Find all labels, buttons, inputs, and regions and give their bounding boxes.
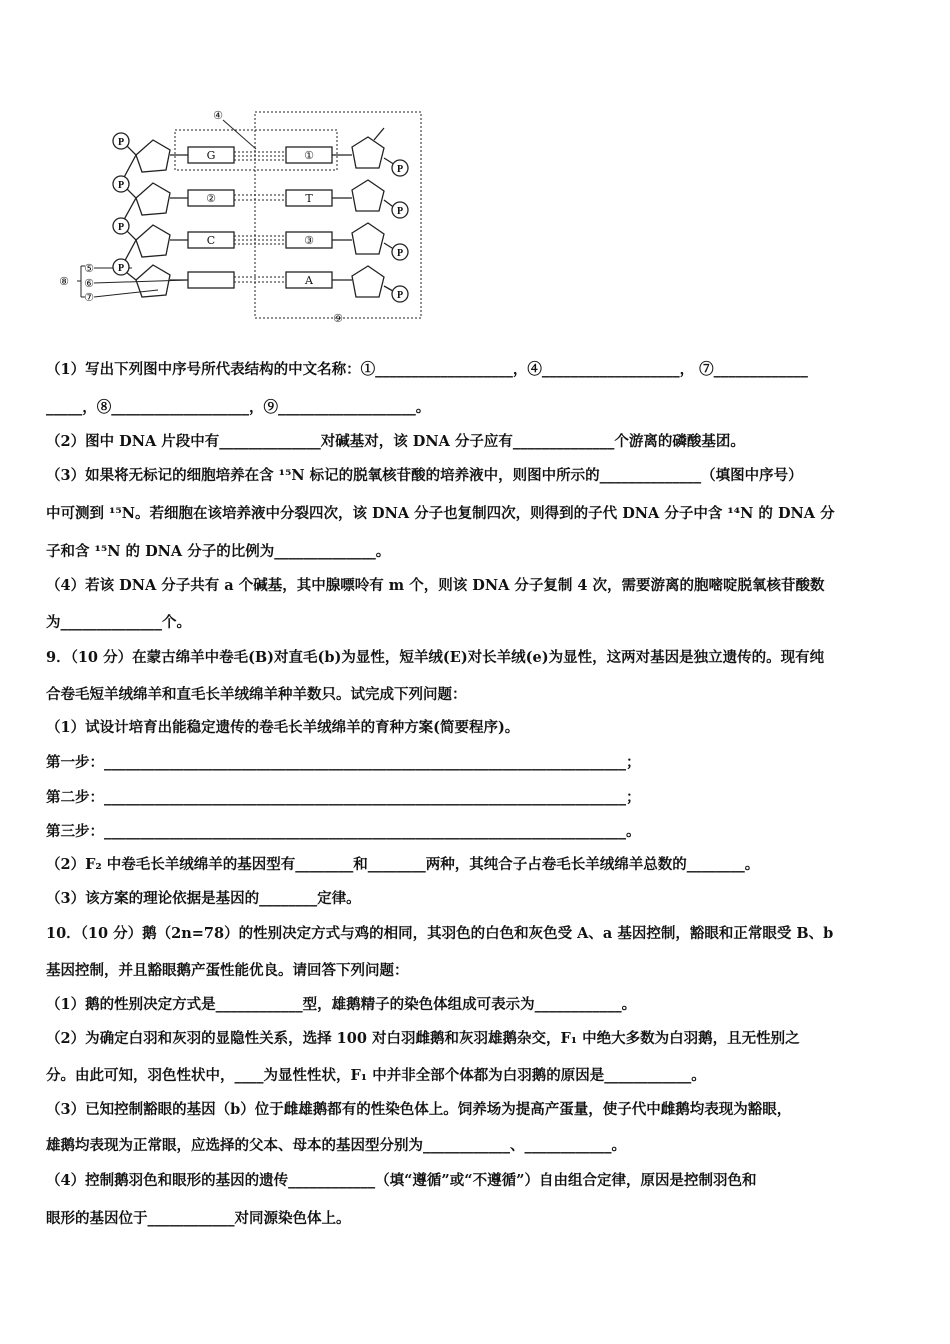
marker-5: ⑤ (84, 262, 94, 275)
phosphate-label: P (396, 248, 404, 259)
q10-4-line1: （4）控制鹅羽色和眼形的基因的遗传____________（填“遵循”或“不遵循”）自由组合定律，原因是控制羽色和 (46, 1172, 757, 1189)
q10-3-line2: 雄鹅均表现为正常眼，应选择的父本、母本的基因型分别为____________、____________。 (46, 1137, 626, 1154)
q8-4-line2: 为______________个。 (46, 614, 191, 631)
marker-4: ④ (213, 109, 223, 122)
q10-2-line2: 分。由此可知，羽色性状中，____为显性性状，F₁ 中并非全部个体都为白羽鹅的原因是____________。 (46, 1067, 706, 1084)
marker-9: ⑨ (333, 312, 343, 325)
q9-1-line: （1）试设计培育出能稳定遗传的卷毛长羊绒绵羊的育种方案(简要程序)。 (46, 719, 520, 736)
q10-4-line2: 眼形的基因位于____________对同源染色体上。 (46, 1210, 351, 1227)
q9-step3-line: 第三步：________________________________________________________________________。 (46, 823, 641, 840)
q10-stem-line1: 10．（10 分）鹅（2n=78）的性别决定方式与鸡的相同，其羽色的白色和灰色受 A、a 基因控制，豁眼和正常眼受 B、b (46, 925, 834, 942)
phosphate-label: P (396, 290, 404, 301)
q9-3-line: （3）该方案的理论依据是基因的________定律。 (46, 890, 361, 907)
q9-stem-line2: 合卷毛短羊绒绵羊和直毛长羊绒绵羊种羊数只。试完成下列问题： (46, 686, 467, 703)
left-base: C (206, 234, 216, 247)
marker-6: ⑥ (84, 277, 94, 290)
q9-stem-line1: 9．（10 分）在蒙古绵羊中卷毛(B)对直毛(b)为显性，短羊绒(E)对长羊绒(e)为显性，这两对基因是独立遗传的。现有纯 (46, 649, 825, 666)
q10-2-line1: （2）为确定白羽和灰羽的显隐性关系，选择 100 对白羽雌鹅和灰羽雄鹅杂交，F₁ 中绝大多数为白羽鹅，且无性别之 (46, 1030, 800, 1047)
right-base: T (305, 192, 313, 205)
dna-diagram (48, 100, 428, 332)
q9-2-line: （2）F₂ 中卷毛长羊绒绵羊的基因型有________和________两种，其纯合子占卷毛长羊绒绵羊总数的________。 (46, 856, 760, 873)
q8-3-line2: 中可测到 ¹⁵N。若细胞在该培养液中分裂四次，该 DNA 分子也复制四次，则得到的子代 DNA 分子中含 ¹⁴N 的 DNA 分 (46, 505, 835, 522)
left-base: ② (206, 192, 216, 205)
q9-step2-line: 第二步：________________________________________________________________________； (46, 789, 641, 806)
q10-3-line1: （3）已知控制豁眼的基因（b）位于雌雄鹅都有的性染色体上。饲养场为提高产蛋量，使子代中雌鹅均表现为豁眼， (46, 1101, 792, 1118)
q8-3-line1: （3）如果将无标记的细胞培养在含 ¹⁵N 标记的脱氧核苷酸的培养液中，则图中所示的______________（填图中序号） (46, 467, 803, 484)
marker-7: ⑦ (84, 291, 94, 304)
marker-8: ⑧ (59, 275, 69, 288)
right-base: ① (304, 149, 314, 162)
q8-4-line1: （4）若该 DNA 分子共有 a 个碱基，其中腺嘌呤有 m 个，则该 DNA 分子复制 4 次，需要游离的胞嘧啶脱氧核苷酸数 (46, 577, 825, 594)
q8-1-line1: （1）写出下列图中序号所代表结构的中文名称：①___________________，④___________________， ⑦_____________ (46, 361, 808, 378)
right-base: ③ (304, 234, 314, 247)
phosphate-label: P (117, 263, 125, 274)
q10-1-line: （1）鹅的性别决定方式是____________型，雄鹅精子的染色体组成可表示为____________。 (46, 996, 637, 1013)
phosphate-label: P (396, 206, 404, 217)
phosphate-label: P (117, 180, 125, 191)
q9-step1-line: 第一步：________________________________________________________________________； (46, 754, 641, 771)
q8-3-line3: 子和含 ¹⁵N 的 DNA 分子的比例为______________。 (46, 543, 391, 560)
phosphate-label: P (117, 222, 125, 233)
right-base: A (305, 274, 313, 287)
q8-2-line: （2）图中 DNA 片段中有______________对碱基对，该 DNA 分子应有______________个游离的磷酸基团。 (46, 433, 745, 450)
left-base: G (206, 149, 216, 162)
q8-1-line2: _____，⑧___________________，⑨___________________。 (46, 399, 431, 416)
phosphate-label: P (396, 164, 404, 175)
phosphate-label: P (117, 137, 125, 148)
q10-stem-line2: 基因控制，并且豁眼鹅产蛋性能优良。请回答下列问题： (46, 962, 409, 979)
